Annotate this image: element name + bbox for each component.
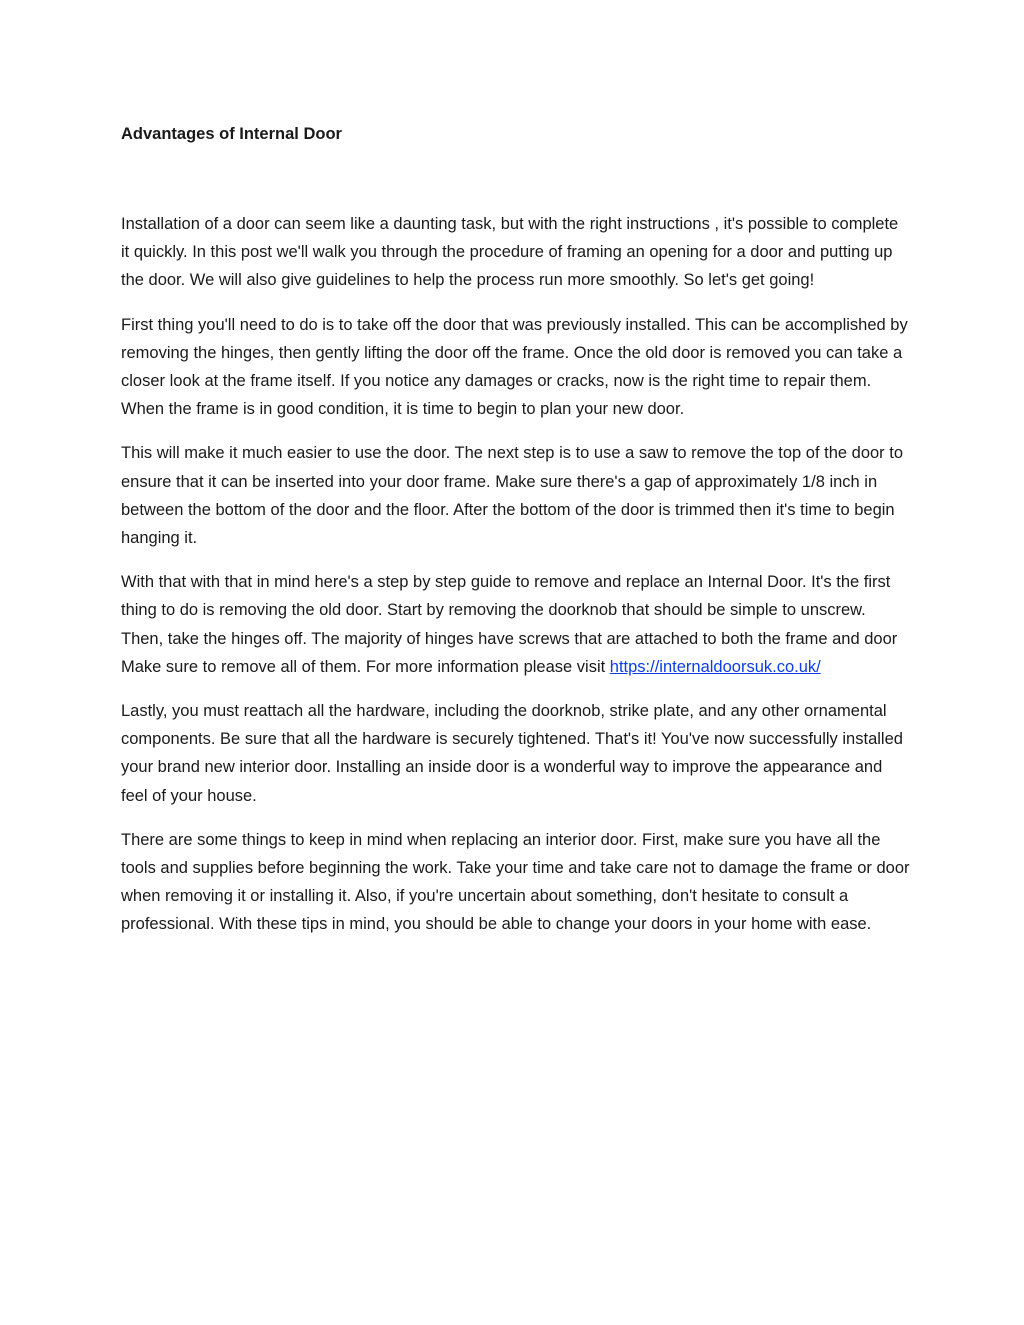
paragraph-tips: There are some things to keep in mind when replacing an interior door. First, make sure you have all the tools and supplies before beginning the work. Take your time and take care not to damage the frame or door when removing it or installing it. Also, if you're uncertain about something, don't hesitate to consult a professional. With these tips in mind, you should be able to change your doors in your home with ease. bbox=[121, 830, 910, 934]
internal-doors-link[interactable]: https://internaldoorsuk.co.uk/ bbox=[609, 657, 821, 676]
paragraph-step-guide-text: With that with that in mind here's a step by step guide to remove and replace an Internal Door. It's the first thing to do is removing the old door. Start by removing the doorknob that should be simple to unscrew. Then, take the hinges off. The majority of hinges have screws that are attached to both the frame and door Make sure to remove all of them. For more information please visit bbox=[121, 573, 898, 676]
paragraph-intro: Installation of a door can seem like a daunting task, but with the right instructions , it's possible to complete it quickly. In this post we'll walk you through the procedure of framing an opening for a door and putting up the door. We will also give guidelines to help the process run more smoothly. So let's get going! bbox=[121, 215, 899, 290]
document-title: Advantages of Internal Door bbox=[121, 125, 342, 143]
paragraph-remove-old-door: First thing you'll need to do is to take off the door that was previously installed. This can be accomplished by removing the hinges, then gently lifting the door off the frame. Once the old door is removed you can take a closer look at the frame itself. If you notice any damages or cracks, now is the right time to repair them. When the frame is in good condition, it is time to begin to plan your new door. bbox=[121, 315, 908, 419]
paragraph-step-guide bbox=[121, 568, 911, 681]
document-body bbox=[121, 120, 911, 955]
paragraph-reattach-hardware: Lastly, you must reattach all the hardware, including the doorknob, strike plate, and any other ornamental components. Be sure that all the hardware is securely tightened. That's it! You've now successfully installed your brand new interior door. Installing an inside door is a wonderful way to improve the appearance and feel of your house. bbox=[121, 702, 903, 805]
paragraph-trim-door: This will make it much easier to use the door. The next step is to use a saw to remove the top of the door to ensure that it can be inserted into your door frame. Make sure there's a gap of approximately 1/8 inch in between the bottom of the door and the floor. After the bottom of the door is trimmed then it's time to begin hanging it. bbox=[121, 444, 904, 548]
